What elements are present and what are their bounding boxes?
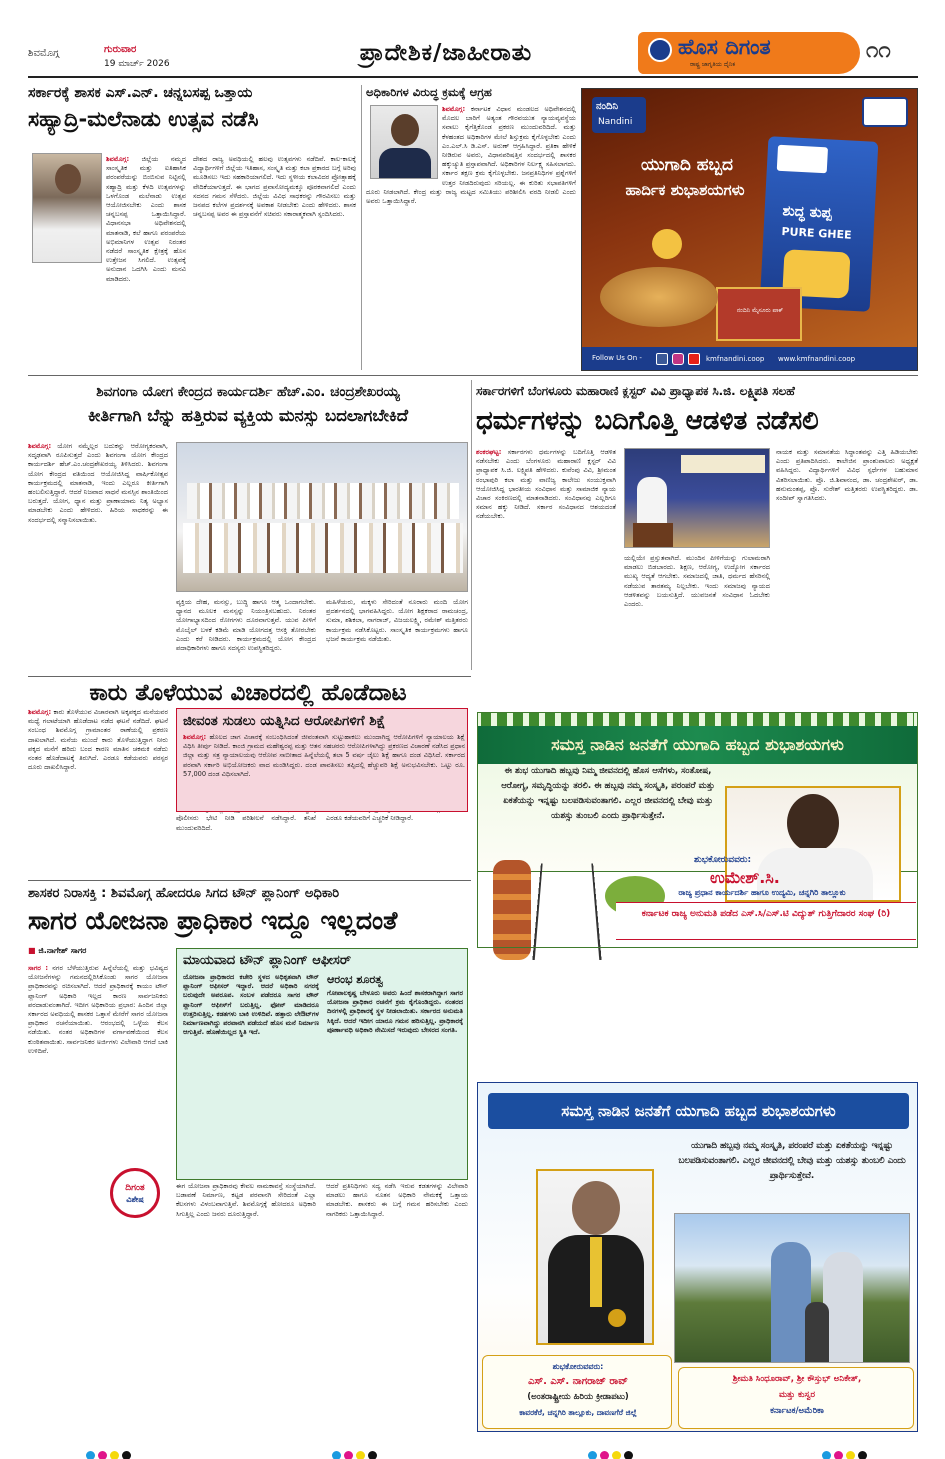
follow-label: Follow Us On - (592, 354, 642, 362)
story-body-col3: ಎರಡೂ ಕಡೆಯವರಿಗೆ ಎಚ್ಚರಿಕೆ ನೀಡಿದ್ದಾರೆ. (326, 814, 414, 823)
ugadi2-message: ಯುಗಾದಿ ಹಬ್ಬವು ನಮ್ಮ ಸಂಸ್ಕೃತಿ, ಪರಂಪರೆ ಮತ್ತು ಏಕತೆಯನ್ನು ಇನ್ನಷ್ಟು ಬಲಪಡಿಸುವಂತಾಗಲಿ. ಎಲ್ಲರ ಜೀವನದಲ್ಲಿ ಬೇವು ಮತ್ತು ಯಶಸ್ಸು ತುಂಬಲಿ ಎಂದು ಪ್ರಾರ್ಥಿಸುತ್ತೇವೆ. (678, 1141, 906, 1181)
story-dateline: ಶಿವಮೊಗ್ಗ: (442, 105, 466, 113)
story-body-col3: ನಾಯಕ ಮತ್ತು ಸಮಾನತೆಯ ಸಿದ್ಧಾಂತವನ್ನು ಎತ್ತಿ ಹಿಡಿಯಬೇಕು ಎಂದು ಪ್ರತಿಪಾದಿಸಿದರು. ಕಾಲೇಜಿನ ಪ್ರಾಂಶುಪಾಲರು ಅಧ್ಯಕ್ಷತೆ ವಹಿಸಿದ್ದರು. ವಿದ್ಯಾರ್ಥಿಗಳಿಗೆ ವಿವಿಧ ಸ್ಪರ್ಧೆಗಳ ಬಹುಮಾನ ವಿತರಿಸಲಾಯಿತು. ಪ್ರೊ. ಜಿ.ಶಿವಾನಂದ, ಡಾ. ಚಂದ್ರಶೇಖರ್, ಡಾ. ಹನುಮಂತಪ್ಪ, ಪ್ರೊ. ಸುರೇಶ್ ಮತ್ತಿತರರು ಉಪಸ್ಥಿತರಿದ್ದರು. ಡಾ. ಸಂದೀಪ್ ಸ್ವಾಗತಿಸಿದರು. (776, 448, 918, 503)
family-photo (674, 1213, 910, 1363)
story-headline: ಕಾರು ತೊಳೆಯುವ ವಿಚಾರದಲ್ಲಿ ಹೊಡೆದಾಟ (89, 680, 407, 706)
yoga-crowd-back (187, 483, 459, 519)
ink-yellow (356, 1451, 365, 1459)
facebook-icon (656, 353, 668, 365)
ugadi1-name: ಉಮೇಶ್.ಸಿ. (710, 868, 780, 887)
story-kicker: ಸರ್ಕಾರಗಳಿಗೆ ಬೆಂಗಳೂರು ಮಹಾರಾಣಿ ಕ್ಲಸ್ಟರ್ ವಿವಿ ಪ್ರಾಧ್ಯಾಪಕ ಸಿ.ಜಿ. ಲಕ್ಷ್ಮಿಪತಿ ಸಲಹೆ (476, 384, 795, 398)
story-body-col1 (28, 708, 168, 874)
nandini-footer (582, 347, 918, 371)
masthead-place: ಶಿವಮೊಗ್ಗ (28, 48, 60, 59)
registration-marks-right (822, 1445, 870, 1459)
story-body-col1 (476, 448, 616, 702)
registration-marks-mid-left (332, 1445, 380, 1459)
ugadi-banner-text: ಸಮಸ್ತ ನಾಡಿನ ಜನತೆಗೆ ಯುಗಾದಿ ಹಬ್ಬದ ಶುಭಾಶಯಗಳು (551, 735, 844, 754)
story-text-col1: ನಗರ ಬೆಳೆಯುತ್ತಿರುವ ಹಿನ್ನೆಲೆಯಲ್ಲಿ ಮತ್ತು ಭವಿಷ್ಯದ ಯೋಜನೆಗಳನ್ನು ಗಮನದಲ್ಲಿರಿಸಿಕೊಂಡು ಸಾಗರ ಯೋಜನಾ ಪ್ರಾಧಿಕಾರವನ್ನು ರಚಿಸಲಾಗಿದೆ. ಆದರೆ ಪ್ರಾಧಿಕಾರಕ್ಕೆ ಕಾಯಂ ಟೌನ್ ಪ್ಲಾನಿಂಗ್ ಅಧಿಕಾರಿ ಇಲ್ಲದ ಕಾರಣ ಸಾರ್ವಜನಿಕರು ಪರದಾಡುವಂತಾಗಿದೆ. ಇದೀಗ ಅಧಿಕಾರಿಯ ಪ್ರಭಾರ: ಹಿಂದಿನ ಜಿಲ್ಲಾ ಸರ್ಕಾರದ ಅವಧಿಯಲ್ಲಿ ಶಾಸಕರ ಒತ್ತಾಸೆ ಮೇರೆಗೆ ಸಾಗರ ಯೋಜನಾ ಪ್ರಾಧಿಕಾರ ರಚನೆಯಾಯಿತು. ಆರಂಭದಲ್ಲಿ ಒಳ್ಳೆಯ ಕೆಲಸ ನಡೆಯಿತು. ನಂತರ ಅಧಿಕಾರಿಗಳ ವರ್ಗಾವಣೆಯಿಂದ ಕೆಲಸ ಕುಂಠಿತವಾಯಿತು. ಸಾರ್ವಜನಿಕರ ಅರ್ಜಿಗಳು ವಿಲೇವಾರಿ ಆಗದೆ ಬಾಕಿ ಉಳಿದಿವೆ. (28, 964, 168, 1055)
masthead-rule (28, 76, 918, 78)
ugadi2-name2b: ಮತ್ತು ಕುಸ್ವರ (778, 1390, 816, 1400)
boxout-right-title: ಆರಂಭ ಶೂರತ್ವ (327, 973, 383, 986)
story-body-col1 (28, 155, 186, 368)
ink-magenta (344, 1451, 353, 1459)
ugadi2-banner (488, 1093, 909, 1129)
story-utsava (28, 85, 358, 370)
ghee-name-kn: ಶುದ್ಧ ತುಪ್ಪ (782, 203, 833, 222)
story-dateline: ಶಂಕರಘಟ್ಟ: (476, 448, 502, 456)
ink-yellow (846, 1451, 855, 1459)
story-dateline: ಸಾಗರ : (28, 964, 48, 972)
row-rule (28, 880, 471, 881)
ugadi2-place1: ಕಾವರಕೆರೆ, ಚನ್ನಗಿರಿ ತಾಲ್ಲೂಕು, ದಾವಣಗೆರೆ ಜಿಲ್ಲೆ (519, 1408, 637, 1417)
registration-marks-left (86, 1445, 134, 1459)
seminar-banner (681, 455, 765, 473)
brand-block (638, 32, 860, 74)
story-headline: ಧರ್ಮಗಳನ್ನು ಬದಿಗೊತ್ತಿ ಆಡಳಿತ ನಡೆಸಲಿ (476, 406, 819, 436)
ink-black (368, 1451, 377, 1459)
podium (633, 523, 673, 548)
ugadi1-role2-text: ಕರ್ನಾಟಕ ರಾಜ್ಯ ಅನುಮತಿ ಪಡೆದ ಎಸ್.ಸಿ/ಎಸ್.ಟಿ ವಿದ್ಯುತ್ ಗುತ್ತಿಗೆದಾರರ ಸಂಘ (ರಿ) (641, 909, 891, 919)
story-headline: ಸಹ್ಯಾದ್ರಿ-ಮಲೆನಾಡು ಉತ್ಸವ ನಡೆಸಿ (28, 107, 259, 131)
nandini-site: www.kmfnandini.coop (778, 355, 856, 363)
story-dateline: ಶಿವಮೊಗ್ಗ: (28, 442, 52, 450)
story-body-col2: ದೇಶದ ರಾಜ್ಯ ಅವಧಿಯಲ್ಲಿ ಹಲವು ಉತ್ಸವಗಳು ನಡೆದಿವೆ. ಕಾಲ-ಕಾಲಕ್ಕೆ ವಿದ್ಯಾರ್ಥಿಗಳಿಗೆ ಜಿಲ್ಲೆಯ ಇತಿಹಾಸ, ಸಂಸ್ಕೃತಿ ಮತ್ತು ಕಲಾ ಪ್ರಕಾರದ ಬಗ್ಗೆ ಅರಿವು ಮೂಡಿಸಲು ಇದು ಸಹಕಾರಿಯಾಗಲಿದೆ. ಇದು ಸ್ಥಳೀಯ ಕಲಾವಿದರ ಪ್ರೋತ್ಸಾಹಕ್ಕೆ ವೇದಿಕೆಯಾಗುತ್ತದೆ. ಈ ಭಾಗದ ಪ್ರವಾಸೋದ್ಯಮಕ್ಕೂ ಪೂರಕವಾಗಲಿದೆ ಎಂದು ಸದನದ ಗಮನ ಸೆಳೆದರು. ಜಿಲ್ಲೆಯ ವಿವಿಧ ಸಾಧಕರನ್ನು ಗೌರವಿಸಲು ಮತ್ತು ಜನಪದ ಕಲೆಗಳ ಪ್ರದರ್ಶನಕ್ಕೆ ಅವಕಾಶ ನೀಡಬೇಕು ಎಂದು ಹೇಳಿದರು. ಶಾಸಕ ಚನ್ನಬಸಪ್ಪ ಅವರ ಈ ಪ್ರಸ್ತಾವನೆಗೆ ಸಚಿವರು ಸಕಾರಾತ್ಮಕವಾಗಿ ಸ್ಪಂದಿಸಿದರು. (193, 155, 356, 219)
family-child (805, 1302, 829, 1363)
ink-black (624, 1451, 633, 1459)
ink-blue (822, 1451, 831, 1459)
ugadi2-banner-text: ಸಮಸ್ತ ನಾಡಿನ ಜನತೆಗೆ ಯುಗಾದಿ ಹಬ್ಬದ ಶುಭಾಶಯಗಳು (561, 1102, 836, 1120)
ugadi2-name2: ಶ್ರೀಮತಿ ಸಿಂಧೂರಾವ್, ಶ್ರೀ ಕೌಸ್ತುಭ್ ಅನಿಕೇತ್, (732, 1374, 862, 1384)
family-woman (823, 1252, 863, 1363)
story-kicker: ಅಧಿಕಾರಿಗಳ ವಿರುದ್ಧ ಕ್ರಮಕ್ಕೆ ಆಗ್ರಹ (366, 85, 492, 99)
sweet-box (716, 287, 802, 341)
youtube-icon (688, 353, 700, 365)
ink-blue (86, 1451, 95, 1459)
col-divider (471, 380, 472, 670)
stamp-line-1: ದಿಗಂತ (125, 1183, 145, 1193)
story-yoga (28, 384, 468, 674)
ink-yellow (612, 1451, 621, 1459)
story-headline: ಕೀರ್ತಿಗಾಗಿ ಬೆನ್ನು ಹತ್ತಿರುವ ವ್ಯಕ್ತಿಯ ಮನಸ್ಸು ಬದಲಾಗಬೇಕಿದೆ (87, 406, 409, 425)
masthead-weekday: ಗುರುವಾರ (104, 44, 137, 55)
ugadi2-place2: ಕರ್ನಾಟಕ/ಅಮೆರಿಕಾ (770, 1406, 824, 1416)
ad-ugadi-nagaraj (477, 1082, 918, 1432)
digantha-special-stamp (110, 1168, 160, 1218)
ugadi2-name1: ಎಸ್. ಎಸ್. ನಾಗರಾಜ್ ರಾವ್ (528, 1376, 628, 1387)
story-headline: ಜೀವಂತ ಸುಡಲು ಯತ್ನಿಸಿದ ಆರೋಪಿಗಳಿಗೆ ಶಿಕ್ಷೆ (183, 713, 386, 729)
ink-blue (332, 1451, 341, 1459)
ink-blue (588, 1451, 597, 1459)
story-text-col1: ಕಾರು ತೊಳೆಯುವ ವಿಚಾರವಾಗಿ ಅಕ್ಕಪಕ್ಕದ ಮನೆಯವರ ಮಧ್ಯೆ ಗಲಾಟೆಯಾಗಿ ಹೊಡೆದಾಟ ನಡೆದ ಘಟನೆ ನಡೆದಿದೆ. ಘಟನೆ ಸಂಬಂಧ ಶಿವಮೊಗ್ಗ ಗ್ರಾಮಾಂತರ ಠಾಣೆಯಲ್ಲಿ ಪ್ರಕರಣ ದಾಖಲಾಗಿದೆ. ಮನೆಯ ಮುಂದೆ ಕಾರು ತೊಳೆಯುತ್ತಿದ್ದಾಗ ನೀರು ಪಕ್ಕದ ಮನೆಗೆ ಹರಿದು ಬಂದ ಕಾರಣ ಮಾತಿನ ಚಕಮಕಿ ನಡೆದು ನಂತರ ಹೊಡೆದಾಟಕ್ಕೆ ತಿರುಗಿದೆ. ಎರಡೂ ಕಡೆಯವರು ಪರಸ್ಪರ ದೂರು ದಾಖಲಿಸಿದ್ದಾರೆ. (28, 708, 168, 772)
ad-ugadi1-frame (477, 712, 918, 948)
nandini-brand-kn: ನಂದಿನಿ (596, 101, 619, 112)
masthead-date: 19 ಮಾರ್ಚ್ 2026 (104, 59, 170, 69)
brand-logo-icon (648, 38, 672, 62)
boxout-right-text: ಗೋಪಾಲಕೃಷ್ಣ ಬೇಳೂರು ಅವರು ಹಿಂದೆ ಶಾಸಕರಾಗಿದ್ದಾಗ ಸಾಗರ ಯೋಜನಾ ಪ್ರಾಧಿಕಾರ ರಚನೆಗೆ ಕ್ರಮ ಕೈಗೊಂಡಿದ್ದರು. ನಂತರದ ದಿನಗಳಲ್ಲಿ ಪ್ರಾಧಿಕಾರಕ್ಕೆ ಸ್ಥಳ ನೀಡಲಾಯಿತು. ಸರ್ಕಾರದ ಅನುಮತಿ ಸಿಕ್ಕಿದೆ. ಆದರೆ ಇದೀಗ ಯಾರೂ ಗಮನ ಹರಿಸುತ್ತಿಲ್ಲ. ಪ್ರಾಧಿಕಾರಕ್ಕೆ ಪೂರ್ಣಾವಧಿ ಅಧಿಕಾರಿ ನೇಮಿಸದೆ ಇರುವುದು ಬೇಸರದ ಸಂಗತಿ. (327, 989, 463, 1034)
roti-plate (600, 267, 718, 327)
story-body-col2: ಪೊಲೀಸರು ಭೇಟಿ ನೀಡಿ ಪರಿಶೀಲನೆ ನಡೆಸಿದ್ದಾರೆ. ತನಿಖೆ ಮುಂದುವರಿದಿದೆ. (176, 814, 316, 832)
nagaraj-photo (536, 1169, 654, 1345)
ugadi-message: ಈ ಶುಭ ಯುಗಾದಿ ಹಬ್ಬವು ನಿಮ್ಮ ಜೀವನದಲ್ಲಿ ಹೊಸ ಆಸೆಗಳು, ಸಂತೋಷ, ಆರೋಗ್ಯ, ಸಮೃದ್ಧಿಯನ್ನು ತರಲಿ. ಈ ಹಬ್ಬವು ನಮ್ಮ ಸಂಸ್ಕೃತಿ, ಪರಂಪರೆ ಮತ್ತು ಏಕತೆಯನ್ನು ಇನ್ನಷ್ಟು ಬಲಪಡಿಸುವಂತಾಗಲಿ. ಎಲ್ಲರ ಜೀವನದಲ್ಲಿ ಬೇವು ಮತ್ತು ಯಶಸ್ಸು ತುಂಬಲಿ ಎಂದು ಪ್ರಾರ್ಥಿಸುತ್ತೇನೆ. (501, 766, 715, 821)
greeting-line-1: ಯುಗಾದಿ ಹಬ್ಬದ (641, 155, 733, 175)
nandini-logo-right (862, 97, 908, 127)
nandini-logo-left (592, 97, 646, 133)
row-rule (28, 375, 918, 376)
boxout-title: ಮಾಯವಾದ ಟೌನ್ ಪ್ಲಾನಿಂಗ್ ಆಫೀಸರ್ (183, 953, 351, 968)
story-byline (28, 946, 86, 956)
ink-black (122, 1451, 131, 1459)
story-action (366, 85, 576, 370)
instagram-icon (672, 353, 684, 365)
brand-name: ಹೊಸ ದಿಗಂತ (678, 35, 771, 59)
story-kicker: ಶಾಸಕರ ನಿರಾಸಕ್ತಿ : ಶಿವಮೊಗ್ಗ ಹೋದರೂ ಸಿಗದ ಟೌನ್ ಪ್ಲಾನಿಂಗ್ ಅಧಿಕಾರಿ (28, 886, 340, 901)
story-body-col1 (28, 442, 168, 670)
nandini-brand-en: Nandini (598, 117, 633, 127)
stamp-line-2: ವಿಶೇಷ (126, 1195, 144, 1204)
story-text: ಹೊಲದ ಜಾಗ ವಿಚಾರಕ್ಕೆ ಸಂಬಂಧಿಸಿದಂತೆ ಜೀವಂತವಾಗಿ ಸುಟ್ಟುಹಾಕಲು ಮುಂದಾಗಿದ್ದ ಆರೋಪಿಗಳಿಗೆ ನ್ಯಾಯಾಲಯ ಶಿಕ್ಷೆ ವಿಧಿಸಿ ತೀರ್ಪು ನೀಡಿದೆ. ಕಾಂಜಿ ಗ್ರಾಮದ ಮಹೇಶ್ವರಪ್ಪ ಮತ್ತು ಆತನ ಸಹಚರರು ಆರೋಪಿಗಳಾಗಿದ್ದು ಪ್ರಕರಣದ ವಿಚಾರಣೆ ನಡೆಸಿದ ಪ್ರಧಾನ ಜಿಲ್ಲಾ ಮತ್ತು ಸತ್ರ ನ್ಯಾಯಾಲಯವು ಆರೋಪ ಸಾಬೀತಾದ ಹಿನ್ನೆಲೆಯಲ್ಲಿ ತಲಾ 5 ವರ್ಷ ಜೈಲು ಶಿಕ್ಷೆ ಹಾಗೂ ದಂಡ ವಿಧಿಸಿದೆ. ಸರ್ಕಾರದ ಪರವಾಗಿ ಸರ್ಕಾರಿ ಅಭಿಯೋಜಕರು ವಾದ ಮಂಡಿಸಿದ್ದರು. ದಂಡ ಪಾವತಿಸಲು ತಪ್ಪಿದಲ್ಲಿ ಹೆಚ್ಚುವರಿ ಶಿಕ್ಷೆ ಅನುಭವಿಸಬೇಕು. ಒಟ್ಟು ರೂ. 57,000 ದಂಡ ವಿಧಿಸಲಾಗಿದೆ. (183, 733, 465, 778)
ad-nandini (581, 88, 918, 371)
story-body-col2: ಯಲ್ಲಿಯೇ ಪ್ರಸ್ತುತವಾಗಿದೆ. ಮುಂದಿನ ಪೀಳಿಗೆಯನ್ನು ಗುಲಾಮರಾಗಿ ಮಾಡಲು ಬಿಡಬಾರದು. ಶಿಕ್ಷಣ, ಆರೋಗ್ಯ, ಉದ್ಯೋಗ ಸರ್ಕಾರದ ಮುಖ್ಯ ಆದ್ಯತೆ ಆಗಬೇಕು. ಸಮಾಜದಲ್ಲಿ ಜಾತಿ, ಧರ್ಮದ ಹೆಸರಿನಲ್ಲಿ ನಡೆಯುವ ತಾರತಮ್ಯ ನಿಲ್ಲಬೇಕು. ಇಂದು ಸಮಾಜವು ನ್ಯಾಯದ ಆಡಳಿತವನ್ನು ಬಯಸುತ್ತಿದೆ. ಯುವಜನತೆ ಸಂವಿಧಾನ ಓದಬೇಕು ಎಂದರು. (624, 554, 770, 609)
ghee-pack-logo (777, 145, 828, 174)
ugadi2-wisher-label: ಶುಭಕೋರುವವರು: (552, 1362, 604, 1371)
medal-icon (608, 1309, 626, 1327)
greeting-line-2: ಹಾರ್ದಿಕ ಶುಭಾಶಯಗಳು (625, 181, 745, 199)
story-headline: ಸಾಗರ ಯೋಜನಾ ಪ್ರಾಧಿಕಾರ ಇದ್ದೂ ಇಲ್ಲದಂತೆ (28, 906, 398, 935)
story-constitution (476, 384, 918, 704)
boxout-left-text: ಯೋಜನಾ ಪ್ರಾಧಿಕಾರದ ಕಚೇರಿ ಸ್ಥಳದ ಅಧಿಕೃತವಾಗಿ ಟೌನ್ ಪ್ಲಾನಿಂಗ್ ಆಫೀಸರ್ ಇದ್ದಾರೆ. ಆದರೆ ಅಧಿಕಾರಿ ನಗರಕ್ಕೆ ಬರುವುದೇ ಅಪರೂಪ. ಸಂಬಳ ಪಡೆದರೂ ಸಾಗರ ಟೌನ್ ಪ್ಲಾನಿಂಗ್ ಆಫೀಸ್‌ಗೆ ಬರುತ್ತಿಲ್ಲ. ಫೋನ್ ಮಾಡಿದರೂ ಉತ್ತರಿಸುತ್ತಿಲ್ಲ. ಕಡತಗಳು ಬಾಕಿ ಉಳಿದಿವೆ. ಹತ್ತಾರು ಲೇಔಟ್‌ಗಳ ನಿರ್ಮಾಣವಾಗಿದ್ದು ಪರವಾನಗಿ ಪಡೆಯದೆ ಹೊಸ ಮನೆ ನಿರ್ಮಾಣ ಆಗುತ್ತಿವೆ. ಹೊಣೆಯಿಲ್ಲದ ಸ್ಥಿತಿ ಇದೆ. (183, 973, 319, 1037)
yoga-crowd-front (183, 523, 463, 573)
masthead (0, 0, 945, 80)
boxout-town-planner (176, 948, 468, 1180)
row-rule (28, 676, 471, 677)
page-number: ೧೧ (866, 38, 891, 63)
photo-float (366, 105, 442, 183)
ink-yellow (110, 1451, 119, 1459)
story-text-col1: ಜಿಲ್ಲೆಯ ನಮ್ಮದ ಸಾಂಸ್ಕೃತಿಕ ಮತ್ತು ಐತಿಹಾಸಿಕ ಪರಂಪರೆಯನ್ನು ಬಿಂಬಿಸುವ ನಿಟ್ಟಿನಲ್ಲಿ ಸಹ್ಯಾದ್ರಿ ಮತ್ತು ಕೆಳದಿ ಉತ್ಸವಗಳನ್ನು ಒಳಗೊಂಡ ಮಲೆನಾಡು ಉತ್ಸವ ಆಯೋಜಿಸಬೇಕು ಎಂದು ಶಾಸಕ ಚನ್ನಬಸಪ್ಪ ಒತ್ತಾಯಿಸಿದ್ದಾರೆ. ವಿಧಾನಸಭಾ ಅಧಿವೇಶನದಲ್ಲಿ ಮಾತನಾಡಿ, ಕಲೆ ಹಾಗೂ ಪರಂಪರೆಯ ಅಭಿಮಾನಿಗಳ ಉತ್ಸವ ನಿರಂತರ ನಡೆದರೆ ಸಾಂಸ್ಕೃತಿಕ ಕ್ಷೇತ್ರಕ್ಕೆ ಹೊಸ ಉತ್ತೇಜನ ಸಿಗಲಿದೆ. ಉತ್ಸವಕ್ಕೆ ಅನುದಾನ ಒದಗಿಸಿ ಎಂದು ಮನವಿ ಮಾಡಿದರು. (106, 155, 186, 283)
nagaraj-head (572, 1181, 620, 1235)
registration-marks-mid-right (588, 1445, 636, 1459)
ugadi2-left-card (482, 1355, 672, 1429)
ink-magenta (600, 1451, 609, 1459)
story-body (183, 733, 465, 811)
ugadi2-right-card (678, 1367, 914, 1429)
seminar-photo (624, 448, 770, 548)
sweet-box-label: ನಂದಿನಿ ಮೈಸೂರು ಪಾಕ್ (736, 307, 784, 314)
story-court-box (176, 708, 468, 812)
story-body-col3: ಆದರೆ ಪ್ರತಿನಿಧಿಗಳು ಸದ್ಯ ನಡೆಸಿ ಇರುವ ಕಡತಗಳನ್ನು ವಿಲೇವಾರಿ ಮಾಡಲು ಹಾಗೂ ನೂತನ ಅಧಿಕಾರಿ ನೇಮಕಕ್ಕೆ ಒತ್ತಾಯ ಮಾಡಬೇಕು. ಶಾಸಕರು ಈ ಬಗ್ಗೆ ಗಮನ ಹರಿಸಬೇಕು ಎಂದು ನಾಗರಿಕರು ಒತ್ತಾಯಿಸಿದ್ದಾರೆ. (326, 1182, 468, 1218)
ugadi1-wisher-label: ಶುಭಕೋರುವವರು: (694, 855, 752, 865)
story-body-col2: ಈಗ ಯೋಜನಾ ಪ್ರಾಧಿಕಾರವು ಕೇವಲ ನಾಮಕಾವಸ್ತೆ ಸಂಸ್ಥೆಯಾಗಿದೆ. ಬಡಾವಣೆ ನಿರ್ಮಾಣ, ಕಟ್ಟಡ ಪರವಾನಗಿ ಸೇರಿದಂತೆ ಎಲ್ಲಾ ಕೆಲಸಗಳು ವಿಳಂಬವಾಗುತ್ತಿವೆ. ಶಿವಮೊಗ್ಗಕ್ಕೆ ಹೋದರೂ ಅಧಿಕಾರಿ ಸಿಗುತ್ತಿಲ್ಲ ಎಂದು ಜನರು ದೂರುತ್ತಿದ್ದಾರೆ. (176, 1182, 316, 1218)
ink-black (858, 1451, 867, 1459)
story-body-col3: ಮಹಿಳೆಯರು, ಮಕ್ಕಳು ಸೇರಿದಂತೆ ನೂರಾರು ಮಂದಿ ಯೋಗ ಪ್ರದರ್ಶನದಲ್ಲಿ ಭಾಗವಹಿಸಿದ್ದರು. ಯೋಗ ಶಿಕ್ಷಕರಾದ ರಾಮಚಂದ್ರ, ಸುಮಾ, ಶಶಿಕಲಾ, ನಾಗರಾಜ್, ವಿಜಯಲಕ್ಷ್ಮಿ, ರಮೇಶ್ ಮತ್ತಿತರರು ಕಾರ್ಯಕ್ರಮ ನಡೆಸಿಕೊಟ್ಟರು. ಸಾಂಸ್ಕೃತಿಕ ಕಾರ್ಯಕ್ರಮಗಳು ಹಾಗೂ ಭಜನೆ ಕಾರ್ಯಕ್ರಮ ನಡೆಯಿತು. (326, 598, 468, 643)
story-body-col2: ವ್ಯಕ್ತಿಯ ದೇಹ, ಮನಸ್ಸು, ಬುದ್ಧಿ ಹಾಗೂ ಆತ್ಮ ಒಂದಾಗಬೇಕು. ಧ್ಯಾನದ ಮೂಲಕ ಮನಸ್ಸನ್ನು ನಿಯಂತ್ರಿಸಬಹುದು. ನಿರಂತರ ಯೋಗಾಭ್ಯಾಸದಿಂದ ರೋಗಗಳು ದೂರವಾಗುತ್ತವೆ. ಯುವ ಪೀಳಿಗೆ ಮೊಬೈಲ್ ಬಳಕೆ ಕಡಿಮೆ ಮಾಡಿ ಯೋಗದತ್ತ ಆಸಕ್ತಿ ತೋರಬೇಕು ಎಂದು ಕರೆ ನೀಡಿದರು. ಕಾರ್ಯಕ್ರಮದಲ್ಲಿ ಯೋಗ ಕೇಂದ್ರದ ಪದಾಧಿಕಾರಿಗಳು ಹಾಗೂ ಸದಸ್ಯರು ಉಪಸ್ಥಿತರಿದ್ದರು. (176, 598, 316, 653)
story-body (366, 105, 576, 368)
ghee-drop (652, 229, 682, 259)
nagaraj-tie (590, 1237, 602, 1307)
story-kicker: ಸರ್ಕಾರಕ್ಕೆ ಶಾಸಕ ಎಸ್.ಎನ್. ಚನ್ನಬಸಪ್ಪ ಒತ್ತಾಯ (28, 85, 253, 101)
nandini-handle: kmfnandini.coop (706, 355, 765, 363)
brand-tagline: ರಾಷ್ಟ್ರ ಜಾಗೃತಿಯ ದೈನಿಕ (690, 61, 736, 68)
story-dateline: ಶಿವಮೊಗ್ಗ: (28, 708, 52, 716)
masthead-section: ಪ್ರಾದೇಶಿಕ/ಜಾಹೀರಾತು (359, 40, 533, 66)
ink-magenta (834, 1451, 843, 1459)
story-dateline: ಶಿವಮೊಗ್ಗ: (106, 155, 130, 163)
story-kicker: ಶಿವಗಂಗಾ ಯೋಗ ಕೇಂದ್ರದ ಕಾರ್ಯದರ್ಶಿ ಹೆಚ್.ಎಂ. ಚಂದ್ರಶೇಖರಯ್ಯ (96, 384, 400, 400)
ghee-pack (760, 136, 879, 312)
story-dateline: ಶಿವಮೊಗ್ಗ: (183, 733, 207, 741)
ghee-name-en: PURE GHEE (781, 225, 852, 242)
ink-magenta (98, 1451, 107, 1459)
byline-bullet-icon: ■ (28, 946, 36, 955)
story-text-col1: ಸರ್ಕಾರಗಳು ಧರ್ಮಗಳನ್ನು ಬದಿಗೊತ್ತಿ ಆಡಳಿತ ನಡೆಸಬೇಕು ಎಂದು ಬೆಂಗಳೂರು ಮಹಾರಾಣಿ ಕ್ಲಸ್ಟರ್ ವಿವಿ ಪ್ರಾಧ್ಯಾಪಕ ಸಿ.ಜಿ. ಲಕ್ಷ್ಮಿಪತಿ ಹೇಳಿದರು. ಕುವೆಂಪು ವಿವಿ, ಶ್ರೀಮಂತ ರಂಭಾಪುರಿ ಕಲಾ ಮತ್ತು ವಾಣಿಜ್ಯ ಕಾಲೇಜು ಸಂಯುಕ್ತವಾಗಿ ಆಯೋಜಿಸಿದ್ದ ಭಾರತೀಯ ಸಂವಿಧಾನ ಮತ್ತು ಸಾಮಾಜಿಕ ನ್ಯಾಯ ವಿಚಾರ ಸಂಕಿರಣದಲ್ಲಿ ಮಾತನಾಡಿದರು. ಸಂವಿಧಾನವು ಎಲ್ಲರಿಗೂ ಸಮಾನ ಹಕ್ಕು ನೀಡಿದೆ. ಸರ್ಕಾರ ಸಂವಿಧಾನದ ಆಶಯದಂತೆ ನಡೆಯಬೇಕು. (476, 448, 616, 521)
byline-name: ಜಿ.ನಾಗೇಶ್ ಸಾಗರ (38, 946, 87, 955)
ugadi2-role1: (ಅಂತರಾಷ್ಟ್ರೀಯ ಹಿರಿಯ ಕ್ರೀಡಾಪಟು) (527, 1392, 629, 1402)
ugadi1-role1: ರಾಜ್ಯ ಪ್ರಧಾನ ಕಾರ್ಯದರ್ಶಿ ಹಾಗೂ ಉದ್ಯಮಿ, ಚನ್ನಗಿರಿ ತಾಲ್ಲೂಕು (678, 888, 846, 897)
story-text-col1: ಯೋಗ ನಮ್ಮೆಲ್ಲರ ಬದುಕನ್ನು ಆರೋಗ್ಯಕರವಾಗಿ, ಸದೃಢವಾಗಿ ರೂಪಿಸುತ್ತದೆ ಎಂದು ಶಿವಗಂಗಾ ಯೋಗ ಕೇಂದ್ರದ ಕಾರ್ಯದರ್ಶಿ ಹೆಚ್.ಎಂ.ಚಂದ್ರಶೇಖರಯ್ಯ ತಿಳಿಸಿದರು. ಶಿವಗಂಗಾ ಯೋಗ ಕೇಂದ್ರದ ವತಿಯಿಂದ ಆಯೋಜಿಸಿದ್ದ ವಾರ್ಷಿಕೋತ್ಸವ ಕಾರ್ಯಕ್ರಮದಲ್ಲಿ ಮಾತನಾಡಿ, ಇಂದು ಎಲ್ಲರೂ ಕೀರ್ತಿಗಾಗಿ ಹಂಬಲಿಸುತ್ತಿದ್ದಾರೆ. ಆದರೆ ನಿಜವಾದ ಸಾಧನೆ ಮನಸ್ಸಿನ ಶಾಂತಿಯಿಂದ ಬರುತ್ತದೆ. ಯೋಗ, ಧ್ಯಾನ ಮತ್ತು ಪ್ರಾಣಾಯಾಮ ನಿತ್ಯ ಅಭ್ಯಾಸ ಮಾಡಬೇಕು ಎಂದು ಹೇಳಿದರು. ಹಿರಿಯ ಸಾಧಕರನ್ನು ಈ ಸಂದರ್ಭದಲ್ಲಿ ಸನ್ಮಾನಿಸಲಾಯಿತು. (28, 442, 168, 524)
story-text: ಕರ್ನಾಟಕ ವಿಧಾನ ಮಂಡಲದ ಅಧಿವೇಶನದಲ್ಲಿ ಮೊದಲ ಬಾರಿಗೆ ಅತ್ಯಂತ ಗೌರವಯುತ ನ್ಯಾಯವ್ಯವಸ್ಥೆಯ ಸವಾಲು ಕೈಗೆತ್ತಿಕೊಂಡ ಪ್ರಕರಣ ಮುಂದುವರಿದಿದೆ. ಮತ್ತು ಕೆಳಹಂತದ ಅಧಿಕಾರಿಗಳ ಮೇಲೆ ಶಿಸ್ತುಕ್ರಮ ಕೈಗೊಳ್ಳಬೇಕು ಎಂದು ಎಂ.ಎಲ್.ಸಿ ಡಿ.ಎಸ್. ಅರುಣ್ ಆಗ್ರಹಿಸಿದ್ದಾರೆ. ಪ್ರತಿಕಾ ಹೇಳಿಕೆ ನೀಡಿರುವ ಅವರು, ವಿಧಾನಪರಿಷತ್ತಿನ ಸಂದರ್ಭದಲ್ಲಿ ಶಾಸಕರ ಹಕ್ಕುಚ್ಯುತಿ ಪ್ರಸ್ತಾಪವಾಗಿದೆ. ಅಧಿಕಾರಿಗಳ ನಿರ್ಲಕ್ಷ್ಯ ಸಹಿಸಲಾಗದು. ಸರ್ಕಾರ ತಕ್ಷಣ ಕ್ರಮ ಕೈಗೊಳ್ಳಬೇಕು. ಜನಪ್ರತಿನಿಧಿಗಳ ಪ್ರಶ್ನೆಗಳಿಗೆ ಉತ್ತರ ನೀಡದಿರುವುದು ಸರಿಯಲ್ಲ. ಈ ಕುರಿತು ಸಭಾಪತಿಗಳಿಗೆ ದೂರು ನೀಡಲಾಗಿದೆ. ಕೇಂದ್ರ ಮತ್ತು ರಾಜ್ಯ ಮಟ್ಟದ ಸಮಿತಿಯು ಪರಿಶೀಲಿಸಿ ವರದಿ ನೀಡಲಿ ಎಂದು ಅವರು ಒತ್ತಾಯಿಸಿದ್ದಾರೆ. (366, 105, 576, 206)
col-divider (361, 85, 362, 370)
yoga-group-photo (176, 442, 468, 592)
